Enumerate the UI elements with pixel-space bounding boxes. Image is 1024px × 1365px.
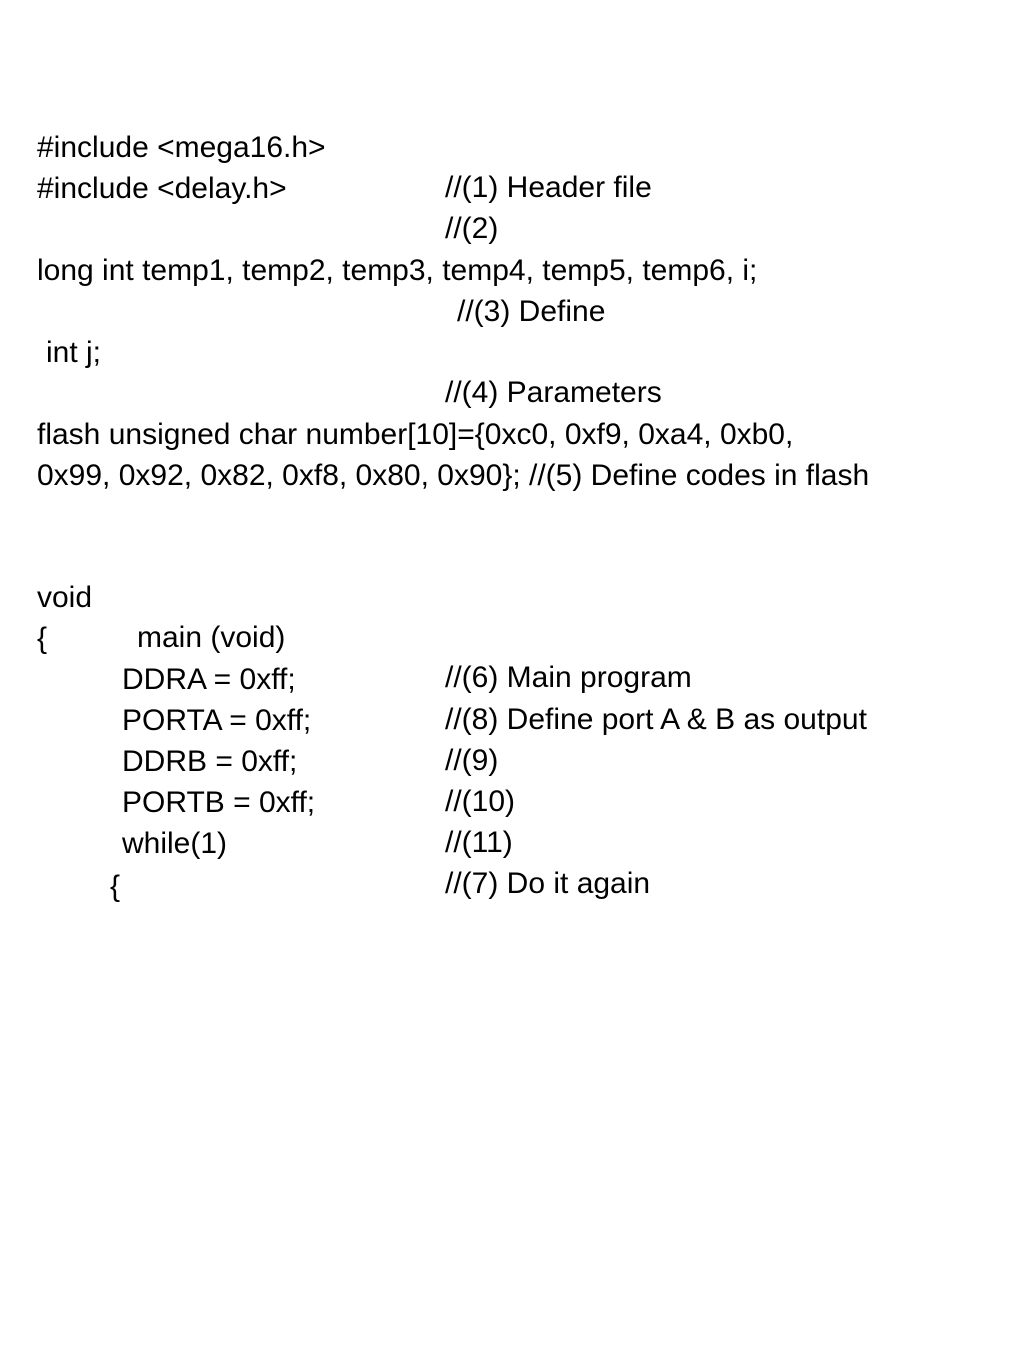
code-text: long int temp1, temp2, temp3, temp4, temp5, temp6, i; (37, 254, 758, 287)
code-text: DDRB = 0xff; (122, 745, 298, 778)
code-text: DDRA = 0xff; (122, 663, 296, 696)
code-comment: //(7) Do it again (445, 867, 651, 900)
code-comment: //(1) Header file (445, 171, 652, 204)
code-text: { (37, 622, 48, 655)
code-comment: //(10) (445, 785, 516, 818)
code-comment: //(6) Main program (445, 661, 692, 694)
code-comment: //(2) (445, 212, 499, 245)
code-comment: //(4) Parameters (445, 376, 662, 409)
code-line-flash-declaration-1 (0, 375, 1024, 451)
code-comment: //(11) (445, 826, 513, 859)
code-text: int j; (46, 336, 102, 369)
code-comment: //(8) Define port A & B as output (445, 703, 867, 736)
code-text: while(1) (122, 827, 228, 860)
code-line-define-comment (0, 252, 1024, 328)
code-text: { (110, 870, 121, 903)
code-text: #include <mega16.h> (37, 131, 326, 164)
code-text: PORTB = 0xff; (122, 786, 316, 819)
code-text: #include <delay.h> (37, 172, 287, 205)
code-text: 0x99, 0x92, 0x82, 0xf8, 0x80, 0x90}; //(5) Define codes in flash (37, 459, 870, 492)
code-text: main (void) (137, 621, 286, 654)
code-comment: //(9) (445, 744, 499, 777)
code-comment: //(3) Define (457, 295, 606, 328)
code-line-long-declaration (0, 211, 1024, 287)
code-keyword: void (37, 581, 93, 614)
code-line-int-declaration (0, 293, 1024, 409)
code-text: flash unsigned char number[10]={0xc0, 0xf9, 0xa4, 0xb0, (37, 418, 794, 451)
code-line-flash-declaration-2 (0, 416, 1024, 492)
code-text: PORTA = 0xff; (122, 704, 312, 737)
